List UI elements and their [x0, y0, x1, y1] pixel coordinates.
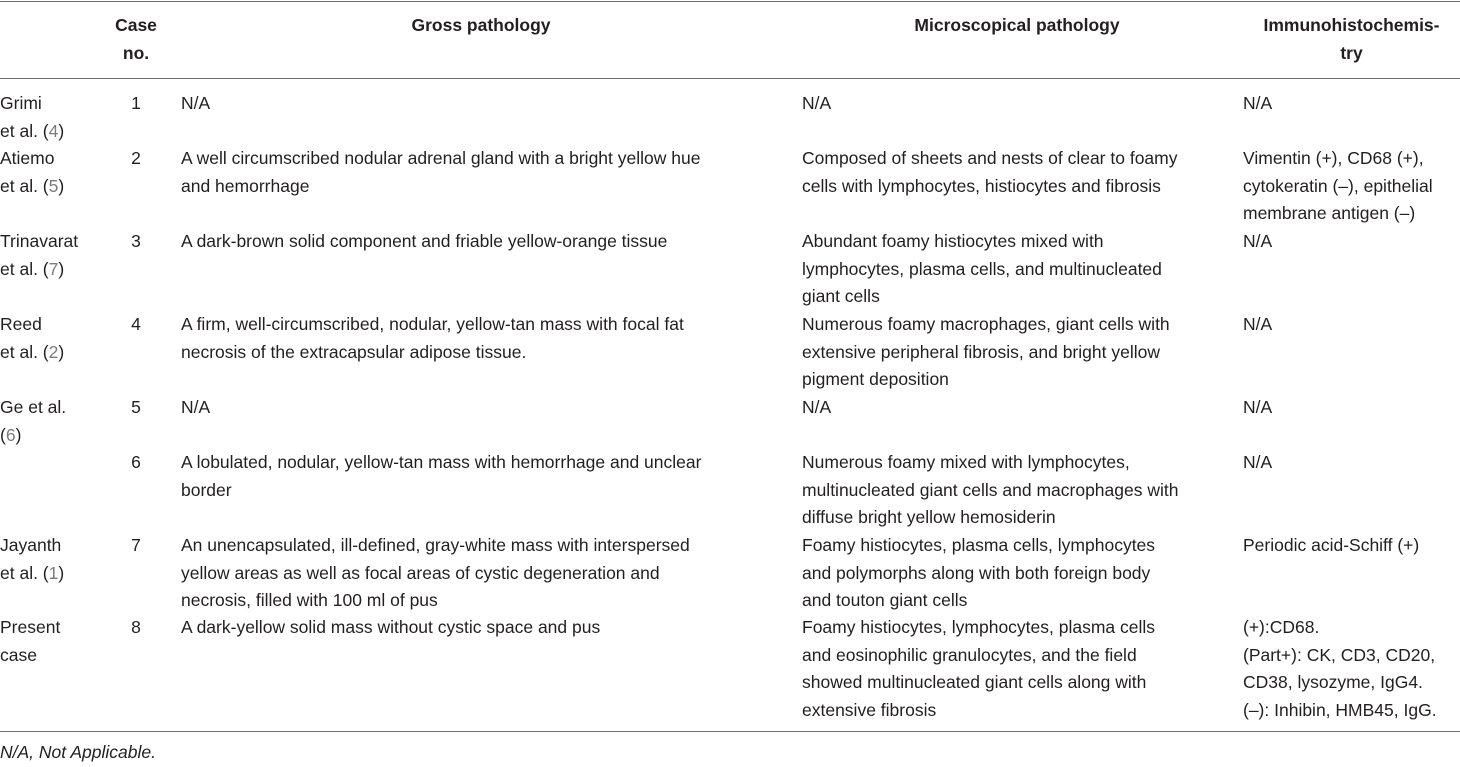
cell-line: Foamy histiocytes, plasma cells, lymphocytes	[802, 535, 1156, 555]
case-number-cell: 5	[131, 397, 141, 417]
header-case-no: Case no.	[115, 15, 157, 63]
cell-line: N/A	[1243, 452, 1273, 472]
reference-link[interactable]: 4	[48, 120, 59, 141]
author-line	[0, 532, 110, 560]
author-text: Trinavarat	[0, 231, 79, 251]
reference-link[interactable]: 2	[48, 341, 59, 362]
gross-pathology-cell	[181, 145, 781, 200]
immunohistochemistry-cell	[1243, 449, 1460, 477]
case-number-cell: 4	[131, 314, 141, 334]
case-number-cell: 3	[131, 231, 141, 251]
cell-line: necrosis of the extracapsular adipose tissue.	[181, 341, 527, 362]
author-text-suffix: )	[15, 424, 22, 445]
microscopical-pathology-cell	[802, 449, 1232, 532]
gross-pathology-cell	[181, 311, 781, 366]
cell-line: (–): Inhibin, HMB45, IgG.	[1243, 699, 1437, 720]
author-line	[0, 228, 110, 256]
author-text: et al. (	[0, 258, 49, 279]
cell-line: N/A	[1243, 93, 1273, 113]
case-number-cell: 1	[131, 93, 141, 113]
cell-line: N/A	[181, 397, 211, 417]
cell-line: Abundant foamy histiocytes mixed with	[802, 231, 1104, 251]
author-line	[0, 118, 110, 146]
cell-line: N/A	[181, 93, 211, 113]
cell-line: Foamy histiocytes, lymphocytes, plasma cells	[802, 617, 1156, 637]
immunohistochemistry-cell	[1243, 614, 1460, 724]
cell-line: extensive peripheral fibrosis, and bright yellow	[802, 341, 1160, 362]
reference-link[interactable]: 6	[5, 424, 16, 445]
cell-line: and eosinophilic granulocytes, and the field	[802, 644, 1137, 665]
author-text: Grimi	[0, 93, 42, 113]
header-immunohistochemistry: Immunohistochemis- try	[1263, 15, 1440, 63]
cell-line: border	[181, 479, 232, 500]
cell-line: cytokeratin (–), epithelial	[1243, 175, 1433, 196]
reference-link[interactable]: 7	[48, 258, 59, 279]
author-cell	[0, 394, 110, 449]
cell-line: membrane antigen (–)	[1243, 203, 1416, 223]
author-cell	[0, 90, 110, 145]
reference-link[interactable]: 1	[48, 562, 59, 583]
cell-line: and touton giant cells	[802, 590, 968, 610]
cell-line: giant cells	[802, 286, 880, 306]
cell-line: extensive fibrosis	[802, 699, 937, 720]
cell-line: Composed of sheets and nests of clear to foamy	[802, 148, 1178, 168]
table-footnote: N/A, Not Applicable.	[0, 742, 156, 762]
author-text: et al. (	[0, 120, 49, 141]
cell-line: N/A	[1243, 397, 1273, 417]
gross-pathology-cell	[181, 394, 781, 422]
author-text-suffix: )	[58, 341, 65, 362]
cell-line: An unencapsulated, ill-defined, gray-white mass with interspersed	[181, 535, 690, 555]
case-number-cell: 8	[131, 617, 141, 637]
author-line	[0, 90, 110, 118]
cell-line: (Part+): CK, CD3, CD20,	[1243, 644, 1436, 665]
gross-pathology-cell	[181, 614, 781, 642]
microscopical-pathology-cell	[802, 145, 1232, 200]
cell-line: diffuse bright yellow hemosiderin	[802, 507, 1056, 527]
cell-line: N/A	[1243, 231, 1273, 251]
immunohistochemistry-cell	[1243, 311, 1460, 339]
immunohistochemistry-cell	[1243, 394, 1460, 422]
author-line	[0, 311, 110, 339]
cell-line: (+):CD68.	[1243, 617, 1320, 637]
reference-link[interactable]: 5	[48, 175, 59, 196]
author-line	[0, 422, 110, 450]
table-top-rule	[0, 1, 1460, 2]
microscopical-pathology-cell	[802, 228, 1232, 311]
cell-line: Numerous foamy macrophages, giant cells with	[802, 314, 1170, 334]
microscopical-pathology-cell	[802, 311, 1232, 394]
immunohistochemistry-cell	[1243, 228, 1460, 256]
author-line	[0, 173, 110, 201]
author-text-suffix: )	[58, 120, 65, 141]
immunohistochemistry-cell	[1243, 532, 1460, 560]
author-text: case	[0, 644, 37, 665]
cell-line: Vimentin (+), CD68 (+),	[1243, 148, 1424, 168]
microscopical-pathology-cell	[802, 614, 1232, 724]
cell-line: pigment deposition	[802, 369, 949, 389]
author-text: (	[0, 424, 6, 445]
cell-line: and hemorrhage	[181, 175, 310, 196]
cell-line: N/A	[802, 397, 832, 417]
author-text: Present	[0, 617, 61, 637]
immunohistochemistry-cell	[1243, 90, 1460, 118]
cell-line: N/A	[1243, 314, 1273, 334]
case-number-cell: 7	[131, 535, 141, 555]
cell-line: A firm, well-circumscribed, nodular, yellow-tan mass with focal fat	[181, 314, 684, 334]
author-text-suffix: )	[58, 562, 65, 583]
cell-line: Numerous foamy mixed with lymphocytes,	[802, 452, 1130, 472]
author-text: Ge et al.	[0, 397, 67, 417]
cell-line: yellow areas as well as focal areas of cystic degeneration and	[181, 562, 660, 583]
gross-pathology-cell	[181, 449, 781, 504]
table-header-rule	[0, 78, 1460, 79]
author-line	[0, 145, 110, 173]
header-microscopical-pathology: Microscopical pathology	[914, 15, 1120, 35]
author-text: Atiemo	[0, 148, 55, 168]
microscopical-pathology-cell	[802, 90, 1232, 118]
author-line	[0, 560, 110, 588]
cell-line: A dark-yellow solid mass without cystic space and pus	[181, 617, 601, 637]
author-line	[0, 614, 110, 642]
author-cell	[0, 532, 110, 587]
microscopical-pathology-cell	[802, 394, 1232, 422]
cell-line: A well circumscribed nodular adrenal gland with a bright yellow hue	[181, 148, 701, 168]
author-line	[0, 339, 110, 367]
case-number-cell: 6	[131, 452, 141, 472]
cell-line: and polymorphs along with both foreign body	[802, 562, 1151, 583]
header-gross-pathology: Gross pathology	[411, 15, 551, 35]
author-cell	[0, 614, 110, 669]
author-text: et al. (	[0, 175, 49, 196]
author-line	[0, 642, 110, 670]
cell-line: A lobulated, nodular, yellow-tan mass with hemorrhage and unclear	[181, 452, 702, 472]
cell-line: A dark-brown solid component and friable yellow-orange tissue	[181, 231, 668, 251]
cell-line: showed multinucleated giant cells along with	[802, 672, 1147, 692]
author-cell	[0, 145, 110, 200]
author-text-suffix: )	[58, 175, 65, 196]
cell-line: Periodic acid-Schiff (+)	[1243, 535, 1420, 555]
author-text: Reed	[0, 314, 42, 334]
author-text: et al. (	[0, 341, 49, 362]
cell-line: multinucleated giant cells and macrophages with	[802, 479, 1179, 500]
cell-line: necrosis, filled with 100 ml of pus	[181, 590, 438, 610]
microscopical-pathology-cell	[802, 532, 1232, 615]
table-bottom-rule	[0, 731, 1460, 732]
gross-pathology-cell	[181, 228, 781, 256]
case-number-cell: 2	[131, 148, 141, 168]
cell-line: cells with lymphocytes, histiocytes and fibrosis	[802, 175, 1161, 196]
author-cell	[0, 311, 110, 366]
gross-pathology-cell	[181, 90, 781, 118]
gross-pathology-cell	[181, 532, 781, 615]
cell-line: lymphocytes, plasma cells, and multinucleated	[802, 258, 1162, 279]
cell-line: CD38, lysozyme, IgG4.	[1243, 672, 1423, 692]
author-line	[0, 256, 110, 284]
author-cell	[0, 228, 110, 283]
author-text: Jayanth	[0, 535, 62, 555]
author-text-suffix: )	[58, 258, 65, 279]
immunohistochemistry-cell	[1243, 145, 1460, 228]
author-text: et al. (	[0, 562, 49, 583]
cell-line: N/A	[802, 93, 832, 113]
author-line	[0, 394, 110, 422]
